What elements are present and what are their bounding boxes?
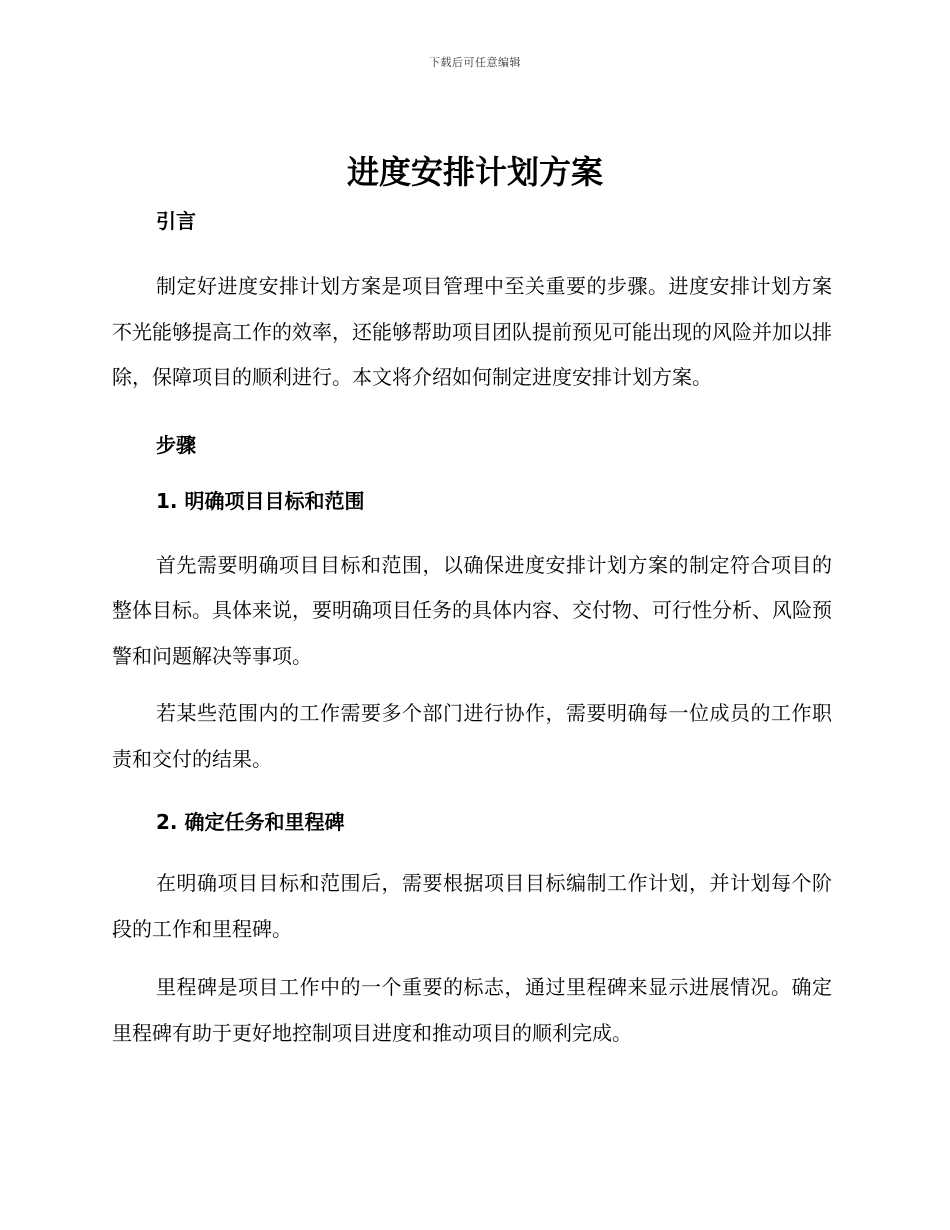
section-heading-intro: 引言 — [156, 209, 196, 233]
step2-heading: 2. 确定任务和里程碑 — [156, 810, 345, 834]
document-body — [112, 206, 832, 1056]
page-header-note: 下载后可任意编辑 — [429, 56, 521, 69]
step2-paragraph-2: 里程碑是项目工作中的一个重要的标志，通过里程碑来显示进展情况。确定里程碑有助于更好地控制项目进度和推动项目的顺利完成。 — [112, 975, 832, 1045]
step2-paragraph-1: 在明确项目目标和范围后，需要根据项目目标编制工作计划，并计划每个阶段的工作和里程碑。 — [112, 871, 832, 941]
step1-paragraph-2: 若某些范围内的工作需要多个部门进行协作，需要明确每一位成员的工作职责和交付的结果。 — [112, 701, 832, 771]
document-title: 进度安排计划方案 — [346, 153, 603, 191]
intro-paragraph: 制定好进度安排计划方案是项目管理中至关重要的步骤。进度安排计划方案不光能够提高工作的效率，还能够帮助项目团队提前预见可能出现的风险并加以排除，保障项目的顺利进行。本文将介绍如何制定进度安排计划方案。 — [112, 274, 832, 389]
step1-paragraph-1: 首先需要明确项目目标和范围，以确保进度安排计划方案的制定符合项目的整体目标。具体来说，要明确项目任务的具体内容、交付物、可行性分析、风险预警和问题解决等事项。 — [112, 552, 832, 668]
step1-heading: 1. 明确项目目标和范围 — [156, 488, 365, 513]
section-heading-steps: 步骤 — [156, 432, 196, 457]
